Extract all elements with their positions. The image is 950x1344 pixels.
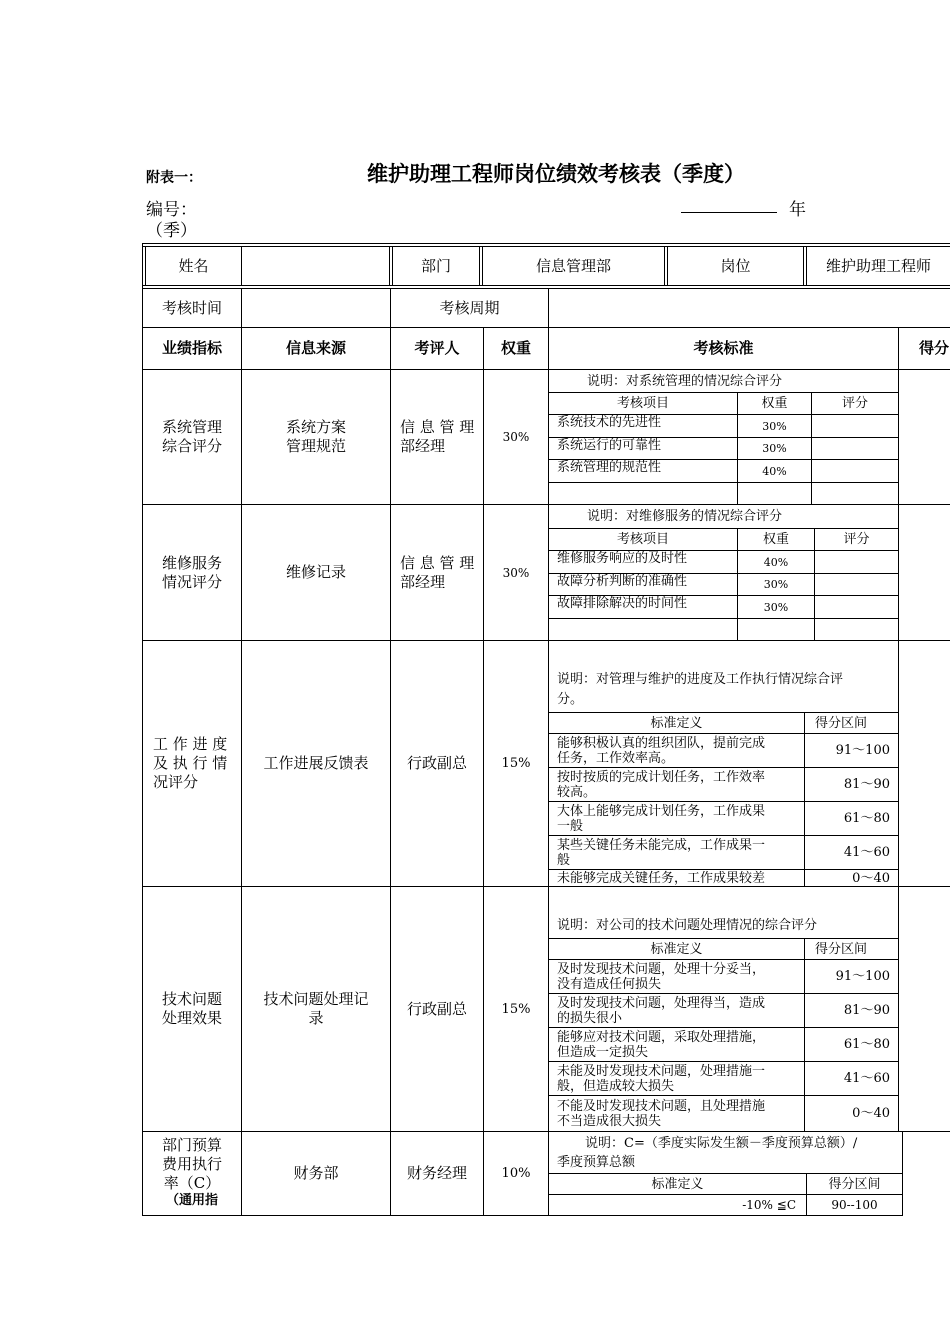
row3-subheader-range: 得分区间	[815, 715, 868, 731]
row5-indicator: 部门预算 费用执行 率（C） （通用指	[161, 1136, 222, 1208]
page-title: 维护助理工程师岗位绩效考核表（季度）	[367, 161, 745, 186]
row2-item-name: 维修服务响应的及时性	[557, 551, 688, 566]
row2-item-name: 故障分析判断的准确性	[557, 574, 688, 589]
row1-weight: 30%	[502, 430, 530, 444]
row4-def: 能够应对技术问题，采取处理措施， 但造成一定损失	[557, 1029, 766, 1060]
row3-desc: 说明：对管理与维护的进度及工作执行情况综合评 分。	[557, 672, 844, 707]
row3-range: 0～40	[852, 870, 890, 886]
row3-def: 未能够完成关键任务，工作成果较差	[557, 870, 766, 886]
row1-item-weight: 40%	[762, 464, 787, 478]
row1-item-name: 系统管理的规范性	[557, 460, 662, 475]
row4-def: 不能及时发现技术问题，且处理措施 不当造成很大损失	[557, 1098, 766, 1129]
post-label: 岗位	[720, 256, 751, 275]
row3-reviewer: 行政副总	[406, 754, 467, 772]
row4-def: 及时发现技术问题，处理得当，造成 的损失很小	[557, 995, 766, 1026]
row5-subheader-range: 得分区间	[828, 1176, 881, 1192]
col-header-score: 得分	[919, 339, 950, 357]
row5-indicator-note: （通用指	[165, 1193, 218, 1208]
row4-range: 0～40	[852, 1106, 890, 1121]
row3-subheader-def: 标准定义	[650, 715, 703, 731]
row4-range: 91～100	[835, 969, 890, 984]
row1-subheader-score: 评分	[841, 396, 868, 411]
row3-def: 能够积极认真的组织团队，提前完成 任务，工作效率高。	[557, 735, 766, 766]
row4-def: 未能及时发现技术问题，处理措施一 般，但造成较大损失	[557, 1063, 766, 1094]
col-header-weight: 权重	[500, 339, 531, 357]
row4-subheader-range: 得分区间	[815, 941, 868, 957]
col-header-reviewer: 考评人	[414, 339, 460, 357]
row5-subheader-def: 标准定义	[651, 1176, 704, 1192]
number-label: 编号：	[146, 200, 197, 220]
dept-label: 部门	[420, 256, 451, 275]
row3-source: 工作进展反馈表	[263, 754, 369, 772]
row1-desc: 说明：对系统管理的情况综合评分	[587, 373, 783, 389]
row5-desc: 说明：C=（季度实际发生额－季度预算总额）/ 季度预算总额	[557, 1135, 858, 1170]
post-value: 维护助理工程师	[825, 256, 931, 275]
row5-range: 90--100	[831, 1198, 878, 1212]
row2-item-weight: 30%	[763, 578, 789, 591]
row2-item-name: 故障排除解决的时间性	[557, 596, 688, 611]
row3-def: 按时按质的完成计划任务，工作效率 较高。	[557, 769, 766, 800]
row3-def: 大体上能够完成计划任务，工作成果 一般	[557, 803, 766, 834]
row5-reviewer: 财务经理	[406, 1164, 467, 1182]
row4-def: 及时发现技术问题，处理十分妥当， 没有造成任何损失	[557, 961, 766, 992]
period-value[interactable]	[549, 289, 949, 327]
row1-subheader-weight: 权重	[761, 396, 788, 411]
attachment-label: 附表一：	[146, 170, 202, 186]
col-header-standard: 考核标准	[693, 339, 754, 357]
row3-range: 81～90	[843, 777, 890, 792]
time-value[interactable]	[242, 289, 390, 327]
row4-range: 81～90	[843, 1003, 890, 1018]
row3-weight: 15%	[501, 756, 531, 771]
period-label: 考核周期	[439, 298, 500, 317]
row2-source: 维修记录	[285, 563, 346, 581]
col-header-source: 信息来源	[285, 339, 346, 357]
row2-reviewer: 信 息 管 理 部经理	[400, 553, 475, 591]
row1-subheader-item: 考核项目	[616, 396, 669, 411]
row4-subheader-def: 标准定义	[650, 941, 703, 957]
row4-range: 41～60	[843, 1071, 890, 1086]
row2-subheader-item: 考核项目	[616, 532, 669, 547]
row1-item-name: 系统技术的先进性	[557, 415, 662, 430]
row2-indicator: 维修服务 情况评分	[161, 553, 222, 591]
row3-indicator: 工 作 进 度 及 执 行 情 况评分	[153, 735, 228, 791]
quarter-label: （季）	[146, 221, 197, 241]
dept-value: 信息管理部	[535, 256, 611, 275]
row3-range: 61～80	[843, 811, 890, 826]
row3-range: 91～100	[835, 743, 890, 758]
row4-desc: 说明：对公司的技术问题处理情况的综合评分	[557, 917, 818, 933]
row4-source: 技术问题处理记 录	[263, 990, 369, 1027]
row1-item-name: 系统运行的可靠性	[557, 438, 662, 453]
row5-def: -10% ≦C	[742, 1198, 796, 1212]
row4-indicator: 技术问题 处理效果	[161, 990, 222, 1027]
row4-reviewer: 行政副总	[406, 999, 467, 1018]
name-label: 姓名	[178, 256, 209, 275]
row2-item-weight: 30%	[763, 600, 789, 614]
row2-weight: 30%	[502, 565, 530, 580]
row2-desc: 说明：对维修服务的情况综合评分	[587, 509, 783, 524]
row1-indicator: 系统管理 综合评分	[161, 418, 222, 455]
row4-range: 61～80	[843, 1037, 890, 1052]
row5-weight: 10%	[501, 1166, 531, 1181]
col-header-indicator: 业绩指标	[161, 339, 222, 357]
year-underline	[681, 212, 777, 213]
row1-item-weight: 30%	[762, 442, 787, 455]
row2-subheader-score: 评分	[843, 532, 870, 547]
name-value[interactable]	[242, 247, 389, 285]
row2-subheader-weight: 权重	[762, 532, 789, 547]
row1-source: 系统方案 管理规范	[285, 418, 346, 455]
row4-weight: 15%	[501, 1001, 531, 1017]
row3-range: 41～60	[843, 845, 890, 860]
row5-source: 财务部	[293, 1164, 339, 1182]
row1-item-weight: 30%	[762, 419, 787, 433]
time-label: 考核时间	[161, 298, 222, 317]
year-label: 年	[789, 200, 806, 220]
row2-item-weight: 40%	[763, 555, 789, 569]
row3-def: 某些关键任务未能完成，工作成果一 般	[557, 837, 766, 868]
row1-reviewer: 信 息 管 理 部经理	[400, 418, 475, 455]
